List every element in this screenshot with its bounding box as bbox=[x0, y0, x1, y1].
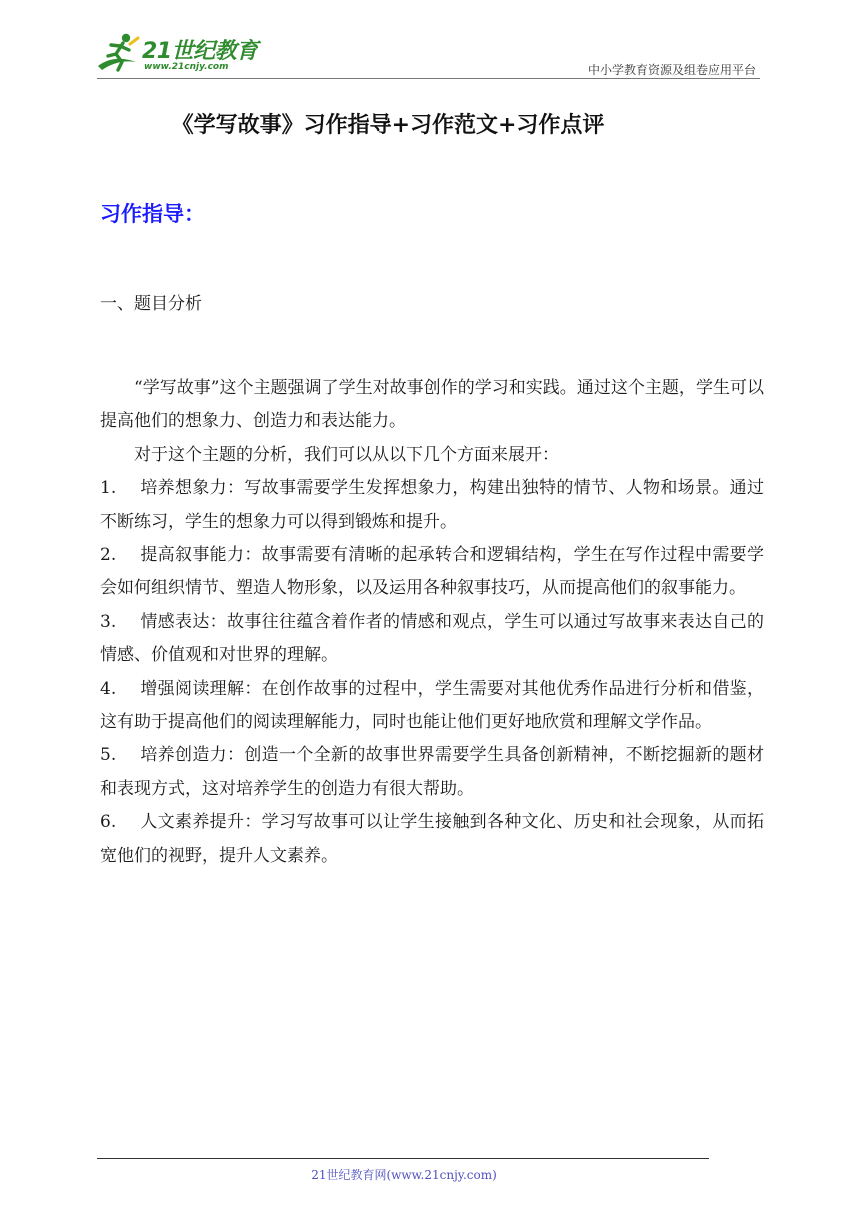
section-heading: 习作指导： bbox=[100, 201, 205, 226]
list-item-number: 1. bbox=[100, 478, 117, 499]
document-body bbox=[100, 372, 764, 873]
list-item bbox=[100, 539, 764, 606]
page-header bbox=[0, 0, 860, 90]
site-logo bbox=[96, 32, 296, 80]
list-item-text: 情感表达：故事往往蕴含着作者的情感和观点，学生可以通过写故事来表达自己的情感、价值观和对世界的理解。 bbox=[100, 611, 764, 666]
header-tagline: 中小学教育资源及组卷应用平台 bbox=[587, 63, 756, 77]
list-item bbox=[100, 673, 764, 740]
logo-text: 21世纪教育 bbox=[142, 39, 258, 64]
list-item-text: 培养创造力：创造一个全新的故事世界需要学生具备创新精神，不断挖掘新的题材和表现方式，这对培养学生的创造力有很大帮助。 bbox=[100, 745, 764, 799]
list-item-number: 5. bbox=[100, 745, 117, 766]
subheading: 一、题目分析 bbox=[100, 294, 202, 314]
list-item bbox=[100, 806, 764, 873]
page-footer: 21世纪教育网(www.21cnjy.com) bbox=[311, 1168, 497, 1182]
document-title-text: 《学写故事》习作指导+习作范文+习作点评 bbox=[171, 112, 605, 138]
list-item-text: 培养想象力：写故事需要学生发挥想象力，构建出独特的情节、人物和场景。通过不断练习，学生的想象力可以得到锻炼和提升。 bbox=[100, 478, 764, 532]
list-item-number: 2. bbox=[100, 545, 117, 566]
header-divider bbox=[97, 78, 760, 79]
logo-url: www.21cnjy.com bbox=[144, 62, 229, 72]
footer-divider bbox=[97, 1158, 709, 1159]
list-item bbox=[100, 739, 764, 806]
document-title bbox=[0, 108, 860, 139]
list-item bbox=[100, 472, 764, 539]
list-item-text: 人文素养提升：学习写故事可以让学生接触到各种文化、历史和社会现象，从而拓宽他们的视野，提升人文素养。 bbox=[100, 812, 764, 866]
list-item bbox=[100, 606, 764, 673]
paragraph: “学写故事”这个主题强调了学生对故事创作的学习和实践。通过这个主题，学生可以提高他们的想象力、创造力和表达能力。 bbox=[100, 378, 764, 432]
list-item-text: 增强阅读理解：在创作故事的过程中，学生需要对其他优秀作品进行分析和借鉴，这有助于提高他们的阅读理解能力，同时也能让他们更好地欣赏和理解文学作品。 bbox=[100, 678, 764, 733]
running-figure-icon bbox=[96, 32, 142, 76]
list-item-number: 4. bbox=[100, 678, 117, 699]
paragraph: 对于这个主题的分析，我们可以从以下几个方面来展开： bbox=[134, 444, 559, 465]
list-item-number: 3. bbox=[100, 611, 117, 632]
list-item-number: 6. bbox=[100, 812, 117, 833]
list-item-text: 提高叙事能力：故事需要有清晰的起承转合和逻辑结构，学生在写作过程中需要学会如何组织情节、塑造人物形象，以及运用各种叙事技巧，从而提高他们的叙事能力。 bbox=[100, 545, 764, 599]
